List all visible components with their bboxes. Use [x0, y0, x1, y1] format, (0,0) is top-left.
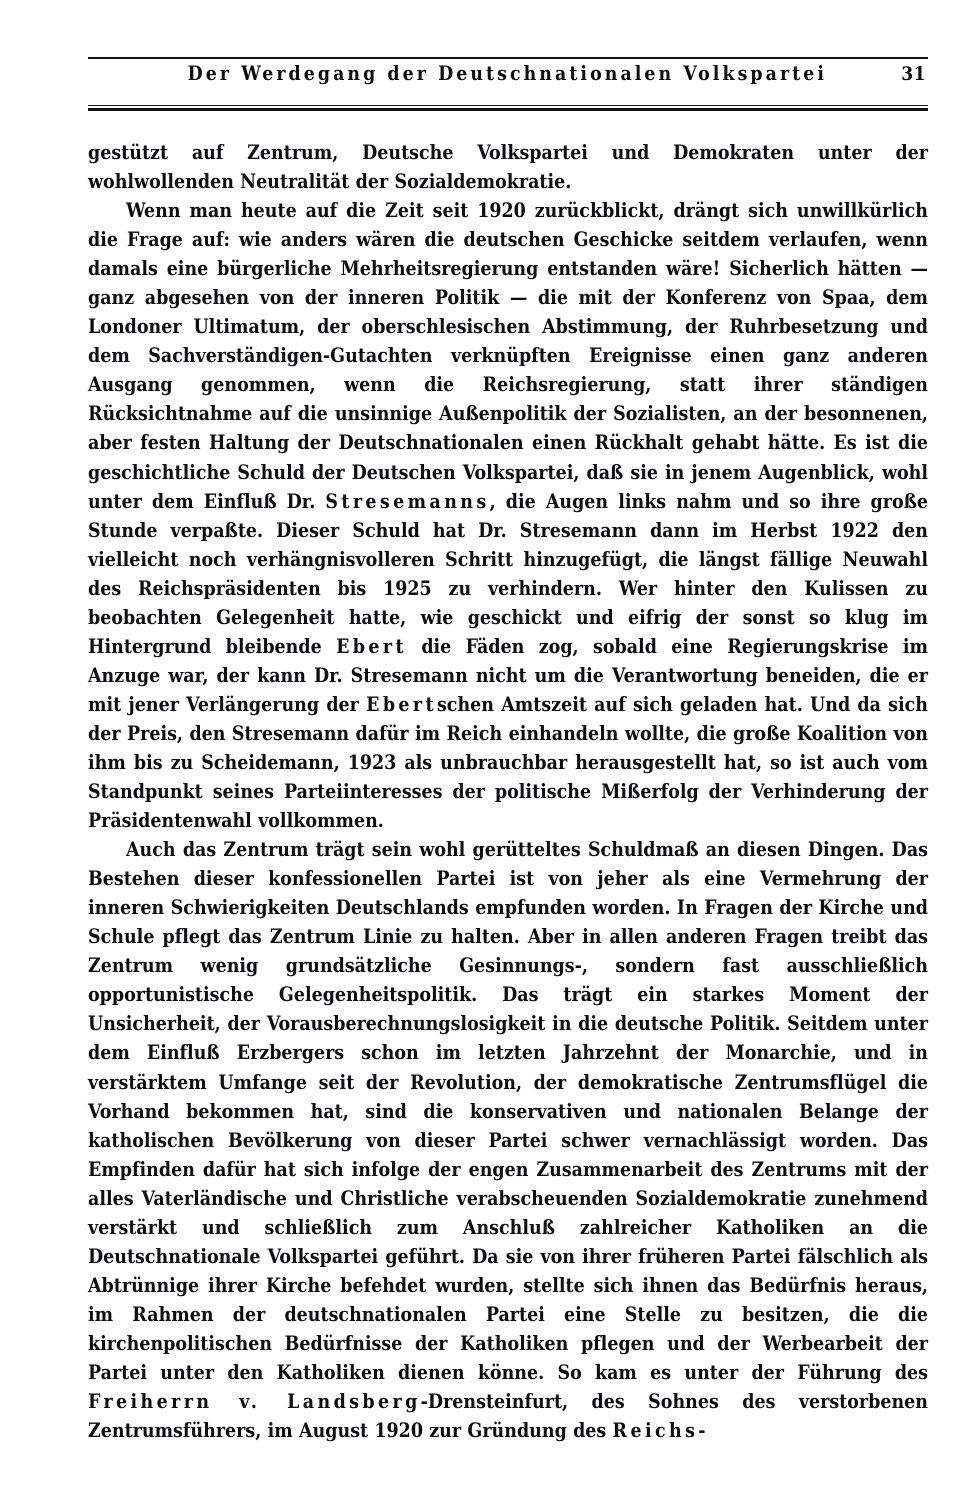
antiqua-token: 1925	[383, 576, 432, 600]
page-number: 31	[901, 63, 926, 85]
letterspaced-name: Stresemanns	[325, 489, 490, 513]
antiqua-token: Dr.	[313, 663, 343, 687]
body-text-block	[88, 138, 928, 1445]
paragraph-3: Auch das Zentrum trägt sein wohl gerütteltes Schuldmaß an diesen Dingen. Das Bestehen dieser konfessionellen Partei ist von jeher als eine Vermehrung der inneren Schwierigkeiten Deutschlands empfunden worden. In Fragen der Kirche und Schule pflegt das Zentrum Linie zu halten. Aber in allen anderen Fragen treibt das Zentrum wenig grundsätzliche Gesinnungs-, sondern fast ausschließlich opportunistische Gelegenheitspolitik. Das trägt ein starkes Moment der Unsicherheit, der Vorausberechnungslosigkeit in die deutsche Politik. Seitdem unter dem Einfluß Erzbergers schon im letzten Jahrzehnt der Monarchie, und in verstärktem Umfange seit der Revolution, der demokratische Zentrumsflügel die Vorhand bekommen hat, sind die konservativen und nationalen Belange der katholischen Bevölkerung von dieser Partei schwer vernachlässigt worden. Das Empfinden dafür hat sich infolge der engen Zusammenarbeit des Zentrums mit der alles Vaterländische und Christliche verabscheuenden Sozialdemokratie zunehmend verstärkt und schließlich zum Anschluß zahlreicher Katholiken an die Deutschnationale Volkspartei geführt. Da sie von ihrer früheren Partei fälschlich als Abtrünnige ihrer Kirche befehdet wurden, stellte sich ihnen das Bedürfnis heraus, im Rahmen der deutschnationalen Partei eine Stelle zu besitzen, die die kirchenpolitischen Bedürfnisse der Katholiken pflegen und der Werbearbeit der Partei unter den Katholiken dienen könne. So kam es unter der Führung des Freiherrn v. Landsberg-Drensteinfurt, des Sohnes des verstorbenen Zentrumsführers, im August 1920 zur Gründung des Reichs-	[88, 838, 928, 1443]
letterspaced-name: Freiherrn v. Landsberg	[88, 1390, 421, 1414]
paragraph-1: gestützt auf Zentrum, Deutsche Volkspartei und Demokraten unter der wohlwollenden Neutralität der Sozialdemokratie.	[88, 141, 928, 194]
letterspaced-name: Ebert	[336, 634, 407, 658]
paragraph-2: Wenn man heute auf die Zeit seit 1920 zurückblickt, drängt sich unwillkürlich die Frage auf: wie anders wären die deutschen Geschicke seitdem verlaufen, wenn damals eine bürgerliche Mehrheitsregierung entstanden wäre! Sicherlich hätten — ganz abgesehen von der inneren Politik — die mit der Konferenz von Spaa, dem Londoner Ultimatum, der oberschlesischen Abstimmung, der Ruhrbesetzung und dem Sachverständigen-Gutachten verknüpften Ereignisse einen ganz anderen Ausgang genommen, wenn die Reichsregierung, statt ihrer ständigen Rücksichtnahme auf die unsinnige Außenpolitik der Sozialisten, an der besonnenen, aber festen Haltung der Deutschnationalen einen Rückhalt gehabt hätte. Es ist die geschichtliche Schuld der Deutschen Volkspartei, daß sie in jenem Augenblick, wohl unter dem Einfluß Dr. Stresemanns, die Augen links nahm und so ihre große Stunde verpaßte. Dieser Schuld hat Dr. Stresemann dann im Herbst 1922 den vielleicht noch verhängnisvolleren Schritt hinzugefügt, die längst fällige Neuwahl des Reichspräsidenten bis 1925 zu verhindern. Wer hinter den Kulissen zu beobachten Gelegenheit hatte, wie geschickt und eifrig der sonst so klug im Hintergrund bleibende Ebert die Fäden zog, sobald eine Regierungskrise im Anzuge war, der kann Dr. Stresemann nicht um die Verantwortung beneiden, die er mit jener Verlängerung der Ebertschen Amtszeit auf sich geladen hat. Und da sich der Preis, den Stresemann dafür im Reich einhandeln wollte, die große Koalition von ihm bis zu Scheidemann, 1923 als unbrauchbar herausgestellt hat, so ist auch vom Standpunkt seines Parteiinteresses der politische Mißerfolg der Verhinderung der Präsidentenwahl vollkommen.	[88, 199, 928, 833]
running-head-title: Der Werdegang der Deutschnationalen Volkspartei	[187, 62, 828, 85]
antiqua-token: 1923	[347, 750, 397, 774]
antiqua-token: 1920	[477, 199, 526, 223]
antiqua-token: Dr.	[286, 489, 316, 513]
antiqua-token: Dr.	[478, 518, 507, 542]
letterspaced-name: Ebert	[366, 692, 437, 716]
antiqua-token: 1920	[374, 1419, 423, 1443]
header-rule-bottom-thick	[88, 108, 928, 111]
antiqua-token: 1922	[830, 518, 879, 542]
header-rule-bottom-thin	[88, 105, 928, 106]
header-line	[88, 59, 928, 103]
letterspaced-name: Reichs-	[612, 1419, 709, 1443]
running-head	[88, 57, 928, 111]
